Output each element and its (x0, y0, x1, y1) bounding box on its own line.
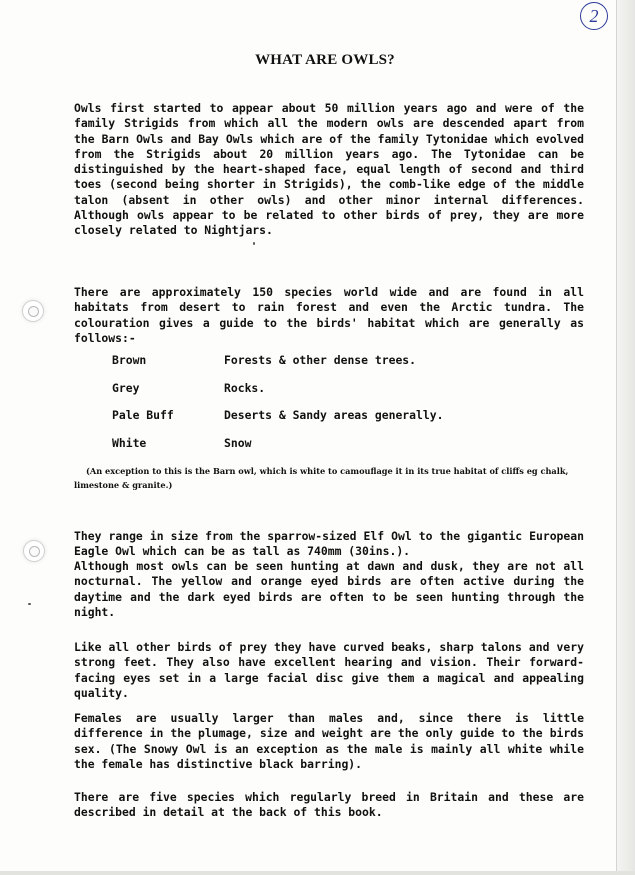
page-number (580, 2, 608, 30)
habitat-colour: Grey (112, 381, 140, 395)
habitat-colour: Brown (112, 353, 147, 367)
paper-speck (28, 603, 31, 605)
punch-hole (24, 541, 44, 561)
page-number-text: 2 (589, 5, 599, 26)
paragraph-size-2: Although most owls can be seen hunting at dawn and dusk, they are not all nocturnal. The yellow and orange eyed birds are often active during the daytime and the dark eyed birds are often to be seen hunting through the night. (74, 559, 584, 619)
paragraph-prey: Like all other birds of prey they have curved beaks, sharp talons and very strong feet. They also have excellent hearing and vision. Their forward-facing eyes set in a large facial disc give them a magical and appealing quality. (74, 640, 584, 700)
habitat-colour: Pale Buff (112, 408, 174, 422)
paragraph-intro: Owls first started to appear about 50 million years ago and were of the family Strigids from which all the modern owls are descended apart from the Barn Owls and Bay Owls which are of the family Tytonidae which evolved from the Strigids about 20 million years ago. The Tytonidae can be distinguished by the heart-shaped face, equal length of second and third toes (second being shorter in Strigids), the comb-like edge of the middle talon (absent in other owls) and other minor internal differences. Although owls appear to be related to other birds of prey, they are more closely related to Nightjars. (74, 101, 584, 238)
paper-speck (253, 242, 255, 245)
habitat-note: (An exception to this is the Barn owl, which is white to camouflage it in its true habitat of cliffs eg chalk, limestone & granite.) (74, 466, 569, 490)
paragraph-females: Females are usually larger than males and, since there is little difference in the plumage, size and weight are the only guide to the birds sex. (The Snowy Owl is an exception as the male is mainly all white while the female has distinctive black barring). (74, 711, 584, 771)
habitat-colour: White (112, 436, 147, 450)
page-title: WHAT ARE OWLS? (255, 52, 395, 68)
habitat-description: Deserts & Sandy areas generally. (224, 408, 444, 422)
paragraph-size-1: They range in size from the sparrow-sized Elf Owl to the gigantic European Eagle Owl which can be as tall as 740mm (30ins.). (74, 529, 584, 559)
habitat-description: Snow (224, 436, 252, 450)
page-edge-right (616, 0, 635, 875)
page-edge-bottom (0, 871, 635, 875)
habitat-description: Rocks. (224, 381, 266, 395)
punch-hole (23, 301, 43, 321)
habitat-description: Forests & other dense trees. (224, 353, 417, 367)
paragraph-species: There are approximately 150 species world wide and are found in all habitats from desert to rain forest and even the Arctic tundra. The colouration gives a guide to the birds' habitat which are generally as follows:- (74, 285, 584, 345)
paragraph-britain: There are five species which regularly breed in Britain and these are described in detail at the back of this book. (74, 790, 584, 820)
